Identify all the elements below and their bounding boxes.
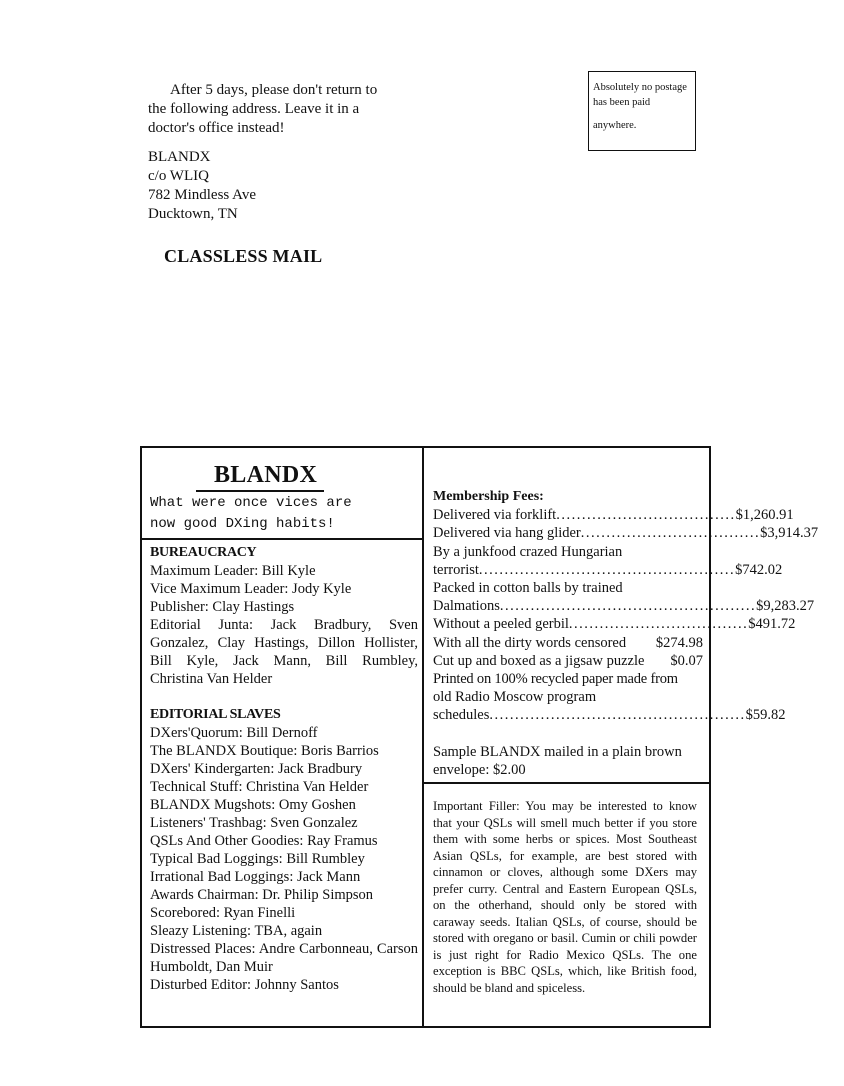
fees-column <box>424 448 819 1026</box>
return-note-line-3: doctor's office instead! <box>148 120 285 136</box>
mail-class-label: CLASSLESS MAIL <box>164 246 323 266</box>
editorial-slaves-heading: EDITORIAL SLAVES <box>150 707 281 722</box>
staff-line: Maximum Leader: Bill Kyle <box>150 563 316 579</box>
bureaucracy-heading: BUREAUCRACY <box>150 545 257 560</box>
postage-box <box>588 71 696 151</box>
motto-divider <box>142 538 422 540</box>
staff-line: Distressed Places: Andre Carbonneau, Carson Humboldt, Dan Muir <box>150 941 418 975</box>
postage-line-1: Absolutely no postage <box>593 82 687 93</box>
address-name: BLANDX <box>148 149 211 165</box>
dot-leader: .................................................. <box>478 561 736 578</box>
staff-line: Editorial Junta: Jack Bradbury, Sven Gonzalez, Clay Hastings, Dillon Hollister, Bill Kyle, Jack Mann, Bill Rumbley, Christina Van Helder <box>150 617 418 687</box>
motto-line-1: What were once vices are <box>150 495 352 511</box>
fee-row <box>433 597 815 615</box>
staff-line: DXers'Quorum: Bill Dernoff <box>150 725 318 741</box>
dot-leader: ................................... <box>568 616 749 633</box>
staff-column <box>142 448 422 1026</box>
fee-row <box>433 706 786 724</box>
staff-line: DXers' Kindergarten: Jack Bradbury <box>150 761 363 777</box>
fee-desc: Packed in cotton balls by trained <box>433 580 623 597</box>
fee-desc: With all the dirty words censored <box>433 634 627 651</box>
fees-divider <box>424 782 709 784</box>
staff-line: Publisher: Clay Hastings <box>150 599 295 615</box>
sample-offer: Sample BLANDX mailed in a plain brown envelope: $2.00 <box>433 743 682 778</box>
staff-line: BLANDX Mugshots: Omy Goshen <box>150 797 356 813</box>
staff-line: Awards Chairman: Dr. Philip Simpson <box>150 887 374 903</box>
fee-row <box>433 615 796 633</box>
fee-row <box>433 652 703 670</box>
staff-line: Technical Stuff: Christina Van Helder <box>150 779 369 795</box>
fee-price: $9,283.27 <box>756 598 815 615</box>
return-note-line-2: the following address. Leave it in a <box>148 101 360 117</box>
fee-desc: Delivered via hang glider <box>433 525 581 542</box>
staff-line: Scorebored: Ryan Finelli <box>150 905 296 921</box>
fee-price: $59.82 <box>745 707 786 724</box>
fee-desc: By a junkfood crazed Hungarian <box>433 543 623 560</box>
staff-line: Listeners' Trashbag: Sven Gonzalez <box>150 815 358 831</box>
postage-line-2: has been paid <box>593 97 651 108</box>
membership-fees <box>433 488 819 779</box>
staff-line: Vice Maximum Leader: Jody Kyle <box>150 581 352 597</box>
fee-price: $491.72 <box>748 616 796 633</box>
fee-row <box>433 524 819 542</box>
fee-desc: Delivered via forklift <box>433 507 557 524</box>
dot-leader <box>644 652 670 670</box>
fee-desc: Dalmations <box>433 598 500 615</box>
fee-desc: terrorist <box>433 561 479 578</box>
staff-line: QSLs And Other Goodies: Ray Framus <box>150 833 378 849</box>
dot-leader <box>626 634 656 652</box>
fee-desc: Without a peeled gerbil <box>433 616 569 633</box>
filler-paragraph: Important Filler: You may be interested to know that your QSLs will smell much better if you store them with some herbs or spices. Most Southeast Asian QSLs, for example, are best stored with cinnamon or cloves, although some DXers may prefer curry. Central and Eastern European QSLs, on the otherhand, should only be stored with caraway seeds. Italian QSLs, of course, should be stored with oregano or basil. Cumin or chili powder is just right for Radio Mexico QSLs. The one exception is BBC QSLs, which, like British food, should be bland and spiceless. <box>433 799 697 995</box>
masthead-title: BLANDX <box>214 462 318 488</box>
dot-leader: ................................... <box>556 507 736 524</box>
title-underline <box>196 490 324 492</box>
address-city: Ducktown, TN <box>148 206 238 222</box>
fee-desc: Printed on 100% recycled paper made from <box>433 671 678 688</box>
fee-price: $3,914.37 <box>760 525 819 542</box>
fee-price: $0.07 <box>670 652 703 669</box>
staff-line: Sleazy Listening: TBA, again <box>150 923 323 939</box>
return-note <box>148 81 428 138</box>
editorial-slaves-section <box>150 706 418 994</box>
motto <box>150 493 420 535</box>
fee-price: $742.02 <box>735 561 783 578</box>
fee-row <box>433 634 703 652</box>
dot-leader: ................................... <box>580 525 761 542</box>
dot-leader: .................................................. <box>489 707 746 724</box>
return-note-line-1: After 5 days, please don't return to <box>170 82 378 98</box>
fee-price: $274.98 <box>655 634 703 651</box>
dot-leader: .................................................. <box>499 598 757 615</box>
address-street: 782 Mindless Ave <box>148 187 257 203</box>
staff-line: Irrational Bad Loggings: Jack Mann <box>150 869 361 885</box>
staff-line: Disturbed Editor: Johnny Santos <box>150 977 339 993</box>
fee-row <box>433 561 783 579</box>
address-care-of: c/o WLIQ <box>148 168 209 184</box>
staff-line: Typical Bad Loggings: Bill Rumbley <box>150 851 365 867</box>
postage-line-3: anywhere. <box>593 120 637 131</box>
fee-desc: schedules <box>433 707 490 724</box>
staff-line: The BLANDX Boutique: Boris Barrios <box>150 743 379 759</box>
mailing-address <box>148 148 256 224</box>
fee-desc: old Radio Moscow program <box>433 689 597 706</box>
motto-line-2: now good DXing habits! <box>150 516 335 532</box>
fee-row <box>433 506 794 524</box>
fee-desc: Cut up and boxed as a jigsaw puzzle <box>433 652 645 669</box>
masthead-box <box>140 446 819 1028</box>
fees-heading: Membership Fees: <box>433 489 544 504</box>
fee-price: $1,260.91 <box>735 507 794 524</box>
bureaucracy-section <box>150 544 418 688</box>
